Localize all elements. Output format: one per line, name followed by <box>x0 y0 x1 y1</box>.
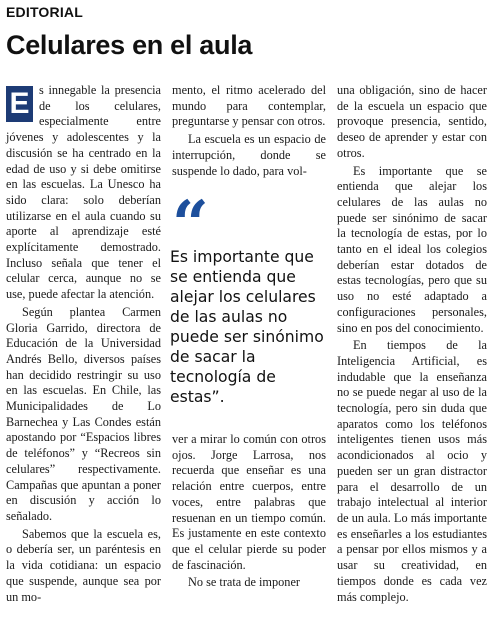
paragraph: una obligación, sino de hacer de la escuela un espacio que provoque presencia, sentido, deseo de aprender y estar con otros. <box>337 83 487 160</box>
pull-quote <box>170 187 330 407</box>
section-label: EDITORIAL <box>6 4 83 20</box>
paragraph: Es importante que se entienda que alejar los celulares de las aulas no puede ser sinónimo de sacar la tecnología de estas, por lo tanto en el ideal los colegios deberían estar dotados de estas tecnologías, pero que su uso no esté adaptado a configuraciones personales, sino en pos del conocimiento. <box>337 163 487 335</box>
paragraph: Sabemos que la escuela es, o debería ser, un paréntesis en la vida cotidiana: un espacio que suspende, aunque sea por un mo- <box>6 526 161 604</box>
drop-cap: E <box>6 86 33 122</box>
headline: Celulares en el aula <box>6 30 253 60</box>
paragraph: Según plantea Carmen Gloria Garrido, directora de Educación de la Universidad Andrés Bello, diversos países han decidido restringir su uso en las escuelas. En Chile, las Municipalidades de Lo Barnechea y Las Condes están apostando por “Espacios libres de teléfonos” y “Recreos sin celulares” respectivamente. Campañas que apuntan a poner en discusión y acción lo señalado. <box>6 304 161 523</box>
column-3 <box>337 83 487 605</box>
paragraph <box>6 83 161 303</box>
paragraph: mento, el ritmo acelerado del mundo para contemplar, preguntarse y pensar con otros. <box>172 83 326 129</box>
pull-quote-text: Es importante que se entienda que alejar los celulares de las aulas no puede ser sinónimo de sacar la tecnología de estas”. <box>170 248 324 406</box>
quote-mark-icon: “ <box>172 187 209 262</box>
paragraph: ver a mirar lo común con otros ojos. Jorge Larrosa, nos recuerda que enseñar es una relación entre cuerpos, entre voces, entre palabras que resuenan en un tiempo común. Es justamente en este contexto que el celular pierde su poder de fascinación. <box>172 432 326 572</box>
paragraph: La escuela es un espacio de interrupción, donde se suspende lo dado, para vol- <box>172 132 326 178</box>
paragraph: En tiempos de la Inteligencia Artificial, es indudable que la enseñanza no se puede negar al uso de la tecnología, pero sin duda que aparatos como los teléfonos inteligentes tienen usos más acondicionados al ocio y pueden ser un gran distractor para el desarrollo de un trabajo intelectual al interior de un aula. Lo más importante es enseñarles a los estudiantes a pensar por ellos mismos y a usar su creatividad, en tiempos donde es cada vez más complejo. <box>337 338 487 604</box>
paragraph: No se trata de imponer <box>188 575 300 590</box>
column-2-top <box>172 83 326 179</box>
column-2-bottom <box>172 432 326 591</box>
column-1 <box>6 83 161 605</box>
paragraph-text: s innegable la presencia de los celulares, especialmente entre jóvenes y adolescentes y la discusión se ha centrado en la edad de uso y si debe omitirse en las escuelas. La Unesco ha sido clara: solo deberían utilizarse en el aula cuando su aporte al aprendizaje esté explícitamente demostrado. Incluso señala que tener el celular cerca, aunque no se use, puede afectar la atención. <box>6 83 161 302</box>
